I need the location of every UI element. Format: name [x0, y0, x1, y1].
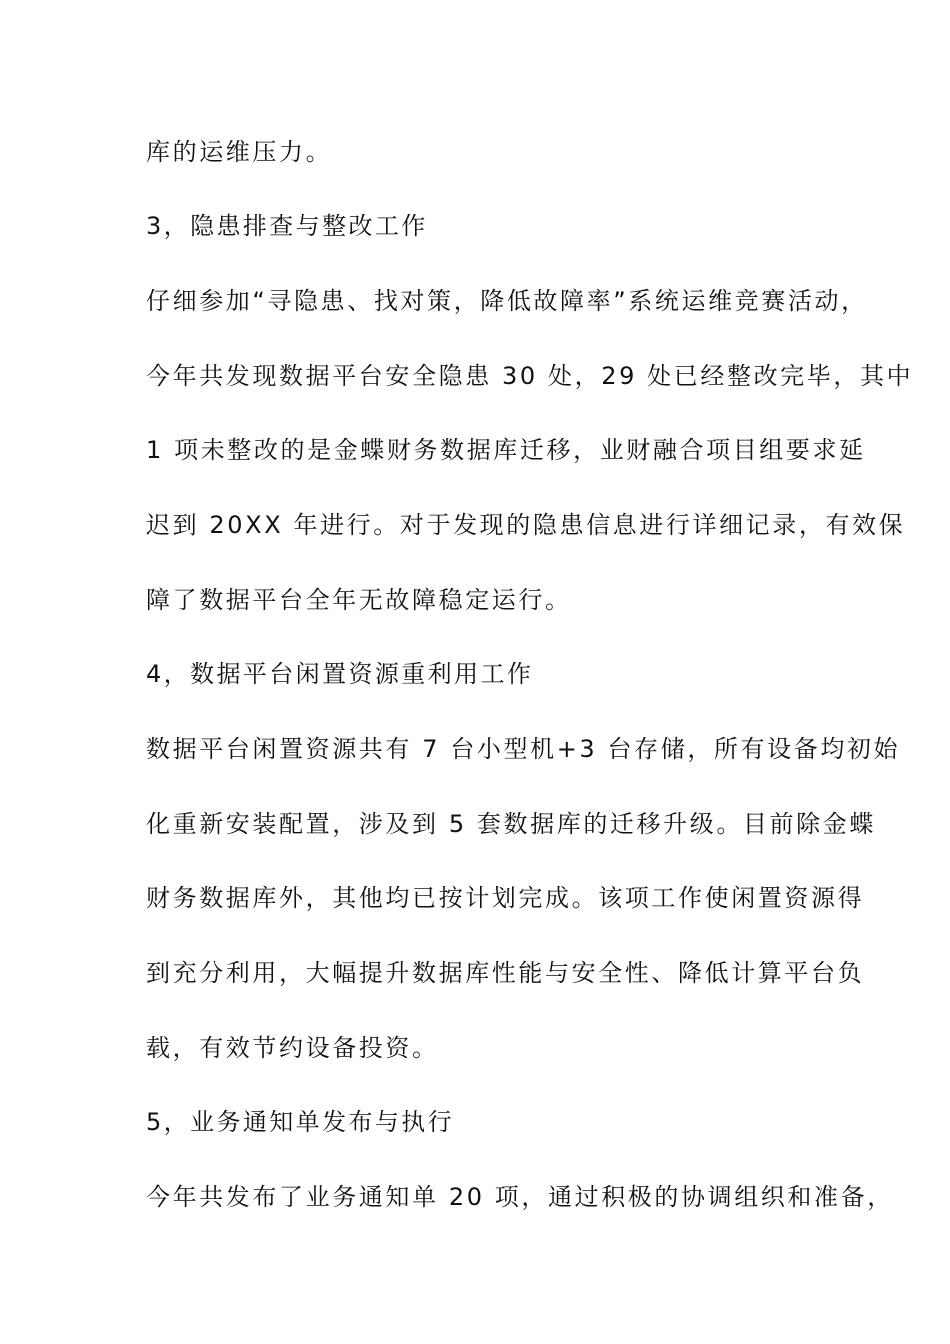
- paragraph-line: 仔细参加“寻隐患、找对策，降低故障率”系统运维竞赛活动，: [146, 287, 868, 315]
- paragraph-line: 财务数据库外，其他均已按计划完成。该项工作使闲置资源得: [146, 884, 865, 912]
- paragraph-line: 今年共发布了业务通知单 20 项，通过积极的协调组织和准备，: [146, 1183, 894, 1211]
- paragraph-line: 今年共发现数据平台安全隐患 30 处，29 处已经整改完毕，其中: [146, 362, 914, 390]
- paragraph-line: 到充分利用，大幅提升数据库性能与安全性、降低计算平台负: [146, 959, 865, 987]
- paragraph-line: 1 项未整改的是金蝶财务数据库迁移，业财融合项目组要求延: [146, 436, 866, 464]
- paragraph-line: 数据平台闲置资源共有 7 台小型机+3 台存储，所有设备均初始: [146, 735, 901, 763]
- section-heading-4: 4，数据平台闲置资源重利用工作: [146, 660, 534, 688]
- paragraph-line: 库的运维压力。: [146, 138, 333, 166]
- paragraph-line: 障了数据平台全年无故障稳定运行。: [146, 586, 572, 614]
- section-heading-3: 3，隐患排查与整改工作: [146, 212, 428, 240]
- paragraph-line: 迟到 20XX 年进行。对于发现的隐患信息进行详细记录，有效保: [146, 511, 906, 539]
- section-heading-5: 5，业务通知单发布与执行: [146, 1108, 455, 1136]
- paragraph-line: 化重新安装配置，涉及到 5 套数据库的迁移升级。目前除金蝶: [146, 810, 876, 838]
- paragraph-line: 载，有效节约设备投资。: [146, 1034, 439, 1062]
